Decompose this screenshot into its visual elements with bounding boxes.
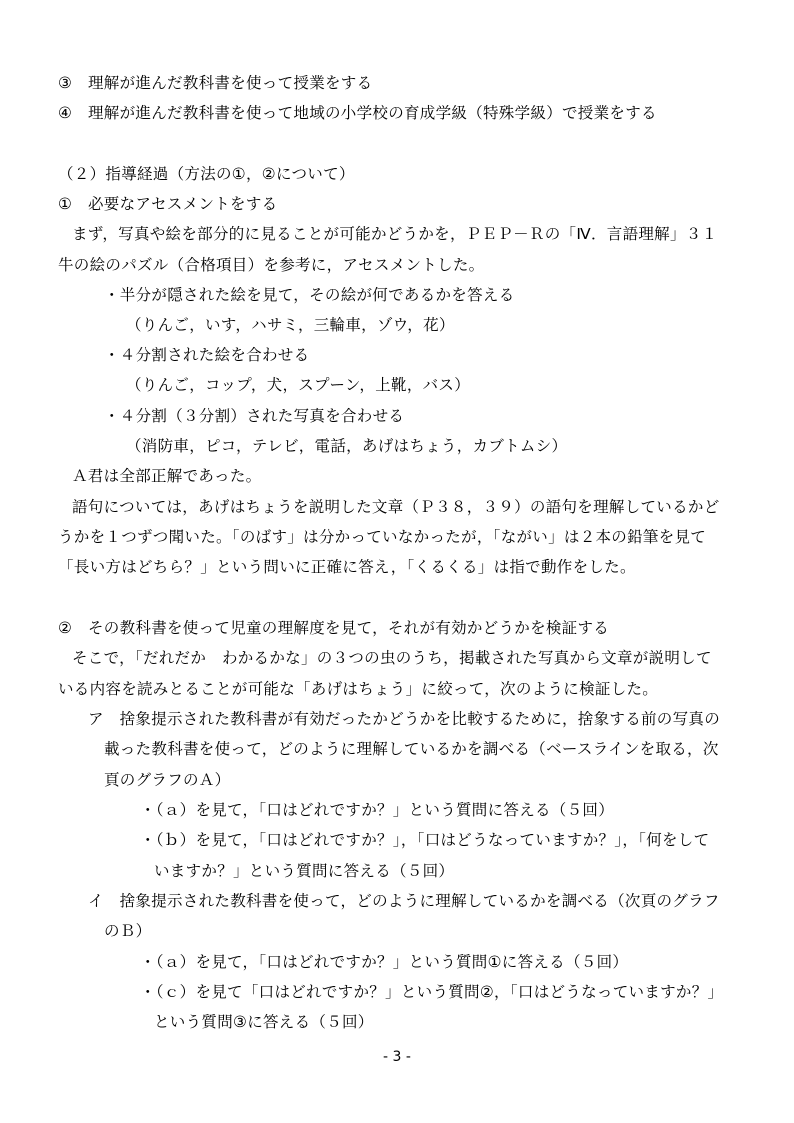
paragraph-line: 語句については，あげはちょうを説明した文章（Ｐ３８，３９）の語句を理解しているかど (72, 498, 720, 516)
paragraph-line: 「長い方はどちら？」という問いに正確に答え，「くるくる」は指で動作をした。 (58, 558, 636, 576)
step-2-heading: ② その教科書を使って児童の理解度を見て，それが有効かどうかを検証する (58, 619, 610, 637)
sub-item-a-cont: 頁のグラフのＡ） (104, 771, 231, 789)
bullet-item-cont: という質問③に答える（５回） (154, 1013, 374, 1031)
paragraph-line: そこで，「だれだか わかるかな」の３つの虫のうち，掲載された写真から文章が説明して (72, 649, 712, 667)
bullet-item-cont: いますか？」という質問に答える（５回） (154, 862, 455, 880)
section-heading: （２）指導経過（方法の①，②について） (58, 165, 355, 183)
sub-item-a-cont: 載った教科書を使って，どのように理解しているかを調べる（ベースラインを取る，次 (104, 740, 719, 758)
bullet-item: ・（ａ）を見て，「口はどれですか？」という質問に答える（５回） (140, 801, 614, 819)
list-item-3: ③ 理解が進んだ教科書を使って授業をする (58, 74, 373, 92)
bullet-item: ・（ａ）を見て，「口はどれですか？」という質問①に答える（５回） (140, 953, 629, 971)
bullet-item: ・半分が隠された絵を見て，その絵が何であるかを答える (104, 286, 515, 304)
bullet-item: ・４分割された絵を合わせる (104, 346, 310, 364)
bullet-detail: （りんご，コップ，犬，スプーン，上靴，バス） (126, 376, 471, 394)
list-item-4: ④ 理解が進んだ教科書を使って地域の小学校の育成学級（特殊学級）で授業をする (58, 104, 657, 122)
bullet-item: ・４分割（３分割）された写真を合わせる (104, 407, 405, 425)
step-1-heading: ① 必要なアセスメントをする (58, 195, 278, 213)
paragraph-line: いる内容を読みとることが可能な「あげはちょう」に絞って，次のように検証した。 (58, 680, 659, 698)
bullet-item: ・（ｂ）を見て，「口はどれですか？」，「口はどうなっていますか？」，「何をして (140, 831, 710, 849)
bullet-item: ・（ｃ）を見て「口はどれですか？」という質問②，「口はどうなっていますか？」 (140, 983, 724, 1001)
paragraph-line: Ａ君は全部正解であった。 (72, 467, 262, 485)
page-number: - 3 - (383, 1049, 411, 1065)
sub-item-i-cont: のＢ） (104, 922, 152, 940)
sub-item-i: イ 捨象提示された教科書を使って，どのように理解しているかを調べる（次頁のグラフ (88, 892, 720, 910)
paragraph-line: まず，写真や絵を部分的に見ることが可能かどうかを，ＰＥＰ－Ｒの「Ⅳ．言語理解」３１ (72, 225, 718, 243)
bullet-detail: （消防車，ピコ，テレビ，電話，あげはちょう，カブトムシ） (126, 437, 568, 455)
sub-item-a: ア 捨象提示された教科書が有効だったかどうかを比較するために，捨象する前の写真の (88, 710, 721, 728)
paragraph-line: うかを１つずつ聞いた。「のばす」は分かっていなかったが，「ながい」は２本の鉛筆を見て (58, 528, 707, 546)
bullet-detail: （りんご，いす，ハサミ，三輪車，ゾウ，花） (126, 316, 455, 334)
paragraph-line: 牛の絵のパズル（合格項目）を参考に，アセスメントした。 (58, 256, 485, 274)
